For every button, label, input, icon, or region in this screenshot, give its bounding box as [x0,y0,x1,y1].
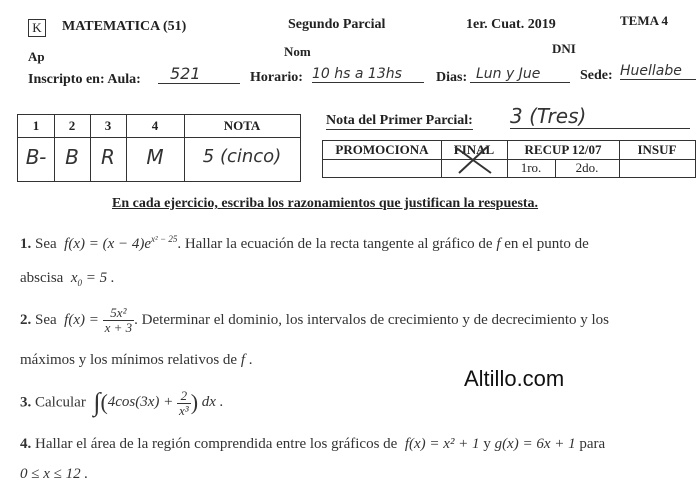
exercise-3-number: 3. [20,394,32,411]
grade-col-1 [18,115,55,181]
grade-header-3: 3 [104,118,112,133]
outcome-col-final [441,141,508,177]
grade-col-3 [90,115,127,181]
exercise-1-x0: $x_0 = 5$ . [67,270,115,288]
exercise-2-text: . Determinar el dominio, los intervalos de crecimiento y de decrecimiento y los [134,311,610,328]
exercise-2-line-2: máximos y los mínimos relativos de f . [20,352,253,368]
grade-value-4: M [146,145,164,169]
exercise-1-text-2: en el punto de [504,236,589,252]
grade-value-3: R [101,145,115,169]
outcome-header-recup: RECUP 12/07 [524,142,602,157]
outcome-col-recup [507,141,620,177]
dni-label: DNI [552,41,576,56]
grade-header-2: 2 [68,118,76,133]
k-box: K [28,19,46,37]
exercise-1-line-2 [20,270,115,288]
horario-label: Horario: [250,70,303,85]
grade-col-2 [54,115,91,181]
exercise-2-number: 2. [20,311,32,328]
sede-label: Sede: [580,68,613,83]
exercise-1 [20,234,589,253]
exercise-2-text-2: máximos y los mínimos relativos de [20,352,238,368]
final-crossed-mark [451,143,497,175]
horario-value: 10 hs a 13hs [312,66,424,83]
nombre-label: Nom [284,44,311,59]
outcome-header-insuf: INSUF [637,142,677,157]
exercise-4-f: f(x) = x² + 1 [401,436,480,452]
dias-value: Lun y Jue [470,66,570,83]
outcome-col-insuf [619,141,695,177]
grade-col-4 [126,115,185,181]
recup-1ro: 1ro. [507,159,556,177]
grade-value-1: B- [25,145,47,169]
exercise-1-formula: $f(x) = (x - 4)e^{x^2 - 25}$ [60,234,178,252]
watermark: Altillo.com [464,366,565,391]
inscripto-label: Inscripto en: Aula: [28,72,141,87]
apellido-label: Ap [28,49,45,64]
exercise-4-intro: Hallar el área de la región comprendida entre los gráficos de [35,436,398,452]
exercise-4-y: y [483,436,491,452]
grade-header-4: 4 [151,118,159,133]
first-partial-value: 3 (Tres) [510,104,690,129]
exercise-1-number: 1. [20,236,32,252]
exercise-1-abscisa: abscisa [20,270,64,286]
outcome-header-final: FINAL [453,142,495,157]
tema-label: TEMA 4 [620,13,669,28]
instruction-text: En cada ejercicio, escriba los razonamientos que justifican la respuesta. [112,196,539,211]
first-partial-label: Nota del Primer Parcial: [326,113,473,128]
grade-header-nota: NOTA [223,118,261,133]
sede-value: Huellabe [620,63,696,80]
exercise-4-range: 0 ≤ x ≤ 12 . [20,466,89,482]
exam-name: Segundo Parcial [288,17,386,32]
exercise-3-integral: ∫(4cos(3x) + $\frac{2}{\text{x³}}$ ) dx . [93,387,224,418]
outcome-header-promociona: PROMOCIONA [335,142,429,157]
grades-table [17,114,301,182]
recup-2do: 2do. [575,160,599,175]
exercise-1-text: . Hallar la ecuación de la recta tangente al gráfico de [177,236,493,252]
exercise-1-intro: Sea [35,236,57,252]
grade-value-2: B [65,145,79,169]
exercise-1-fname: f [496,236,501,252]
exercise-2-fname: f [240,352,245,368]
exercise-2-intro: Sea [35,311,57,328]
exercise-4-g: g(x) = 6x + 1 [494,436,576,452]
grade-header-1: 1 [32,118,40,133]
grade-col-nota [184,115,300,181]
exercise-2 [20,306,609,335]
exercise-4-number: 4. [20,436,32,452]
exercise-2-formula: f(x) = $\frac{\text{5x²}}{x + 3}$ [60,305,133,335]
outcome-table [322,140,696,178]
aula-value: 521 [158,64,240,84]
exercise-4-para: para [579,436,606,452]
exercise-3 [20,388,223,418]
exam-period: 1er. Cuat. 2019 [466,17,556,32]
grade-value-nota: 5 (cinco) [202,146,282,167]
subject-title: MATEMATICA (51) [62,19,187,34]
exercise-3-intro: Calcular [35,394,86,411]
exercise-4 [20,436,605,453]
dias-label: Dias: [436,70,468,85]
outcome-col-promociona [323,141,442,177]
